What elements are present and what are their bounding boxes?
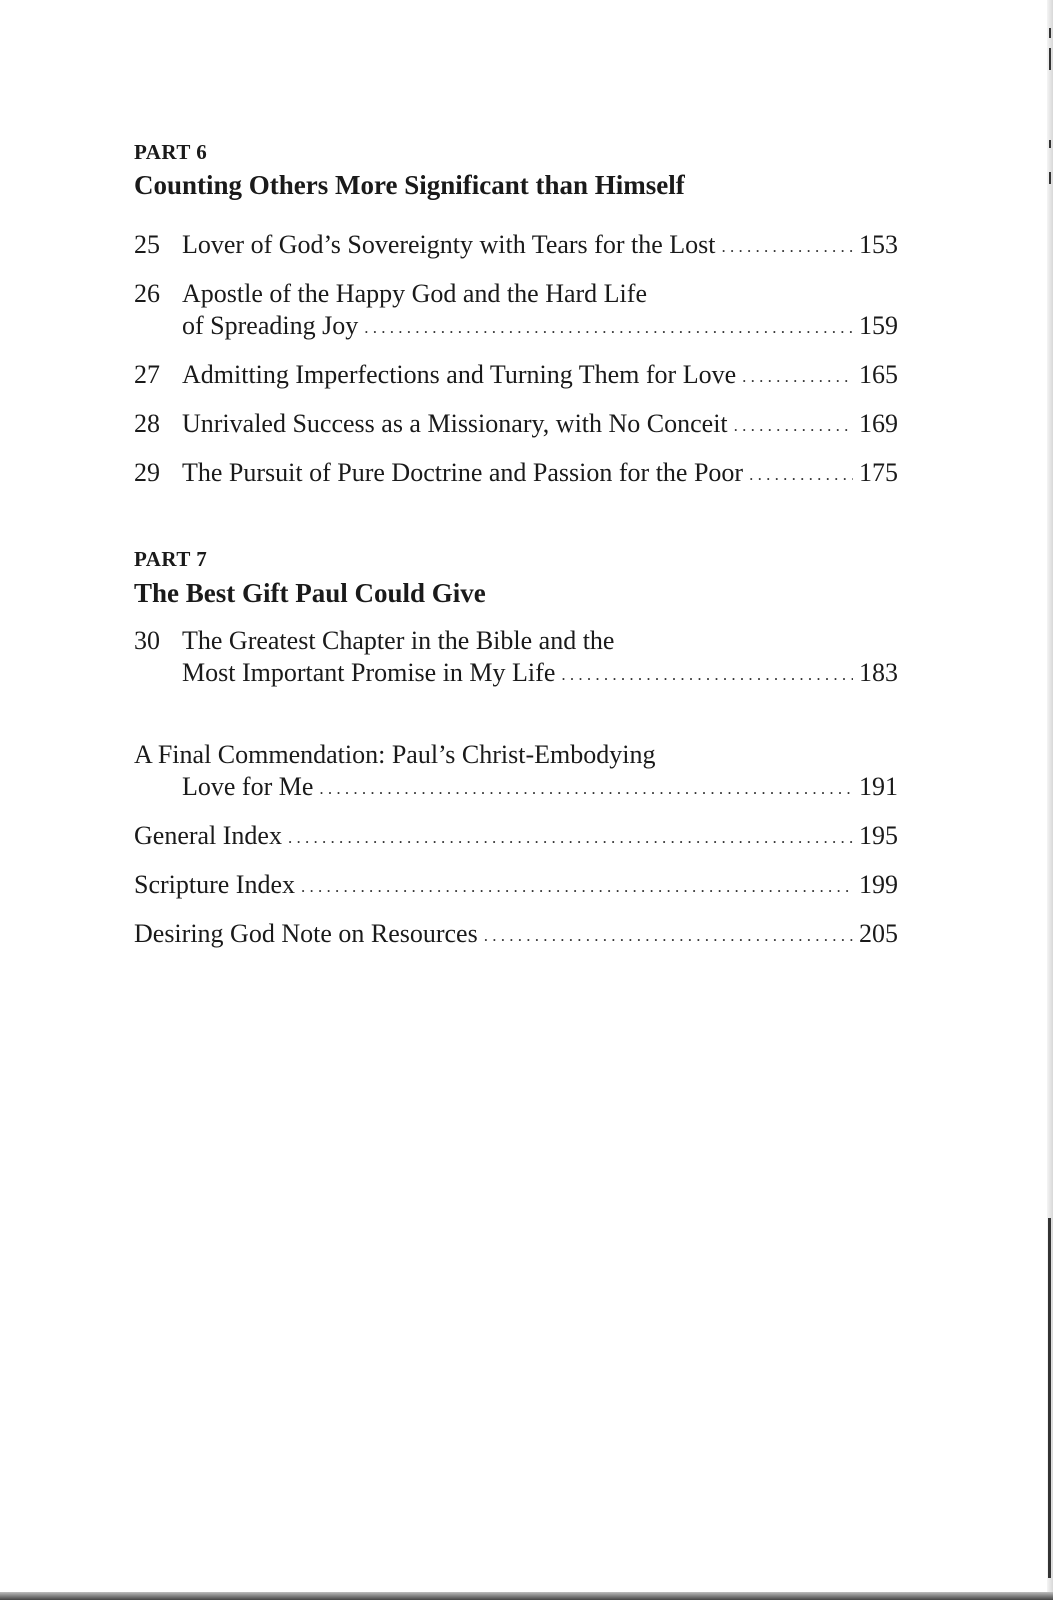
toc-entry (134, 739, 898, 806)
toc-entry (134, 918, 898, 953)
page-bottom-edge (0, 1592, 1053, 1600)
page-number: 169 (859, 409, 898, 438)
toc-entry (134, 625, 898, 692)
toc-entry (134, 457, 898, 492)
page-number: 191 (859, 772, 898, 801)
page-number: 153 (859, 230, 898, 259)
chapter-number: 28 (134, 409, 160, 438)
chapter-number: 26 (134, 279, 160, 308)
leader-dots (721, 231, 853, 263)
page-number: 165 (859, 360, 898, 389)
chapter-title: The Greatest Chapter in the Bible and the (182, 626, 615, 655)
part-label: PART 7 (134, 547, 208, 571)
leader-dots (301, 871, 853, 903)
chapter-title: Admitting Imperfections and Turning Them for Love (182, 360, 737, 389)
chapter-title-continued: Most Important Promise in My Life (182, 658, 556, 687)
edge-mark (1049, 172, 1051, 184)
edge-mark (1049, 48, 1051, 70)
edge-mark (1049, 28, 1051, 38)
leader-dots (364, 312, 853, 344)
part-label: PART 6 (134, 140, 208, 164)
entry-title: Scripture Index (134, 870, 296, 899)
leader-dots (288, 822, 853, 854)
chapter-number: 29 (134, 458, 160, 487)
chapter-title: Unrivaled Success as a Missionary, with No Conceit (182, 409, 728, 438)
chapter-title-continued: of Spreading Joy (182, 311, 359, 340)
leader-dots (742, 361, 853, 393)
edge-mark (1048, 1218, 1051, 1578)
chapter-title: Apostle of the Happy God and the Hard Life (182, 279, 647, 308)
chapter-number: 27 (134, 360, 160, 389)
toc-entry (134, 820, 898, 855)
page-number: 199 (859, 870, 898, 899)
page-number: 159 (859, 311, 898, 340)
entry-title: A Final Commendation: Paul’s Christ-Embodying (134, 740, 656, 769)
leader-dots (319, 773, 853, 805)
page-number: 183 (859, 658, 898, 687)
part-title: Counting Others More Significant than Himself (134, 170, 685, 200)
entry-title: Desiring God Note on Resources (134, 919, 478, 948)
chapter-number: 30 (134, 626, 160, 655)
toc-entry (134, 359, 898, 394)
page-number: 195 (859, 821, 898, 850)
leader-dots (561, 659, 853, 691)
toc-entry (134, 408, 898, 443)
toc-entry (134, 278, 898, 345)
edge-mark (1049, 140, 1051, 148)
chapter-title: The Pursuit of Pure Doctrine and Passion for the Poor (182, 458, 744, 487)
leader-dots (749, 459, 853, 491)
chapter-title: Lover of God’s Sovereignty with Tears for the Lost (182, 230, 716, 259)
leader-dots (734, 410, 853, 442)
entry-title-continued: Love for Me (182, 772, 314, 801)
entry-title: General Index (134, 821, 282, 850)
page-number: 175 (859, 458, 898, 487)
chapter-number: 25 (134, 230, 160, 259)
leader-dots (484, 920, 853, 952)
toc-entry (134, 229, 898, 264)
part-title: The Best Gift Paul Could Give (134, 578, 486, 608)
toc-entry (134, 869, 898, 904)
page-number: 205 (859, 919, 898, 948)
